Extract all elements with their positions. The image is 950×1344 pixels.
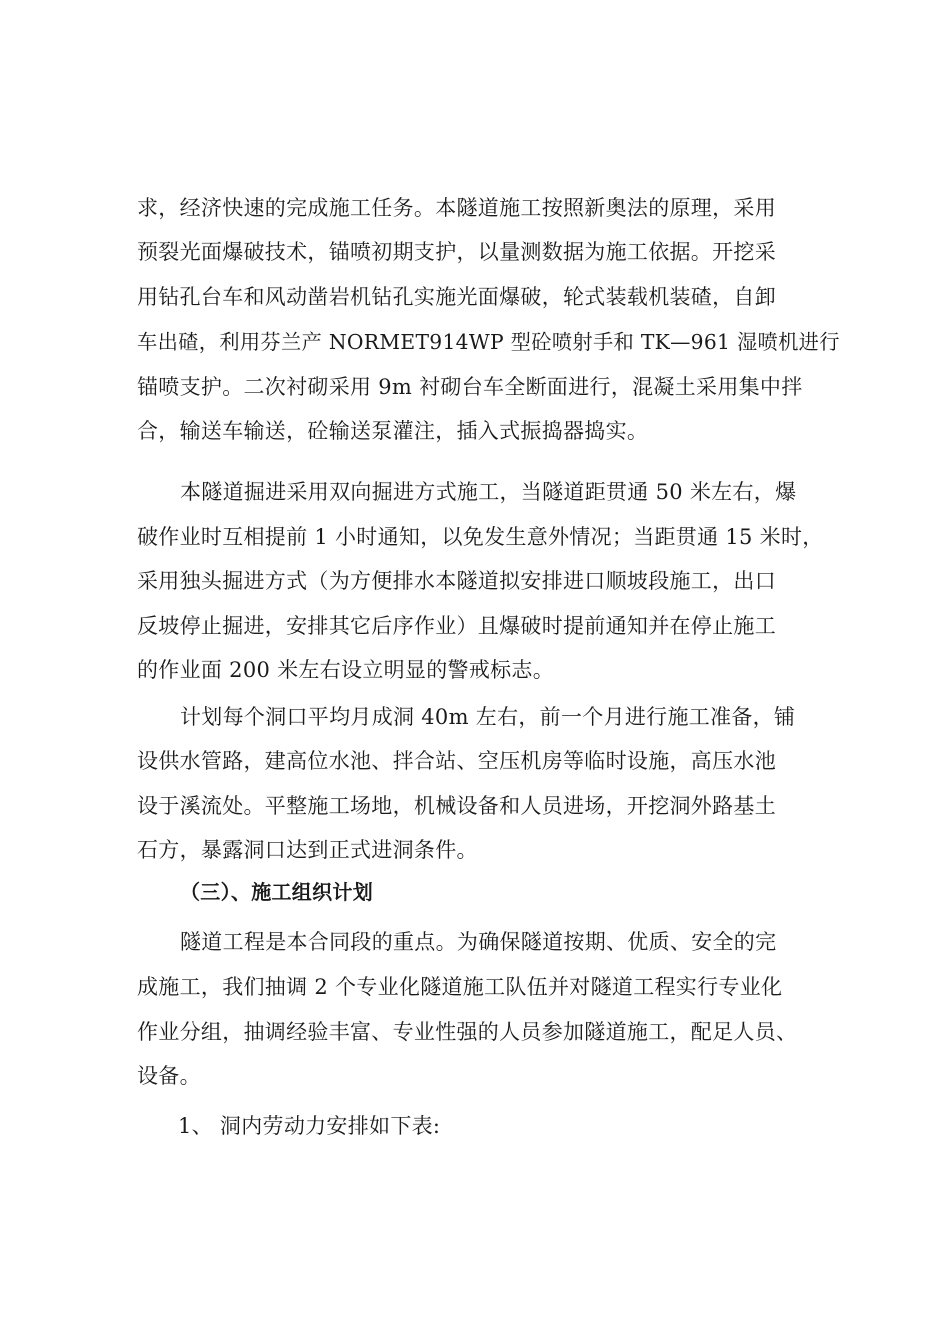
paragraph-3-line-2: 设供水管路，建高位水池、拌合站、空压机房等临时设施，高压水池 (137, 749, 776, 773)
paragraph-1-line-3: 用钻孔台车和风动凿岩机钻孔实施光面爆破，轮式装载机装碴，自卸 (137, 285, 776, 309)
paragraph-2-line-2: 破作业时互相提前 1 小时通知，以免发生意外情况；当距贯通 15 米时， (137, 525, 824, 549)
paragraph-4-line-1: 隧道工程是本合同段的重点。为确保隧道按期、优质、安全的完 (180, 930, 777, 954)
paragraph-1-line-2: 预裂光面爆破技术，锚喷初期支护，以量测数据为施工依据。开挖采 (137, 240, 776, 264)
paragraph-4-line-2: 成施工，我们抽调 2 个专业化隧道施工队伍并对隧道工程实行专业化 (137, 975, 783, 999)
paragraph-3-line-1: 计划每个洞口平均月成洞 40m 左右，前一个月进行施工准备，铺 (180, 705, 796, 729)
paragraph-2-line-4: 反坡停止掘进，安排其它后序作业）且爆破时提前通知并在停止施工 (137, 614, 776, 638)
paragraph-4-line-3: 作业分组，抽调经验丰富、专业性强的人员参加隧道施工，配足人员、 (137, 1020, 798, 1044)
paragraph-1-line-1: 求，经济快速的完成施工任务。本隧道施工按照新奥法的原理，采用 (137, 196, 776, 220)
paragraph-1-line-5: 锚喷支护。二次衬砌采用 9m 衬砌台车全断面进行，混凝土采用集中拌 (137, 375, 803, 399)
paragraph-1-line-4: 车出碴，利用芬兰产 NORMET914WP 型砼喷射手和 TK—961 湿喷机进行 (137, 330, 840, 354)
section-heading: （三）、施工组织计划 (180, 880, 373, 904)
paragraph-2-line-3: 采用独头掘进方式（为方便排水本隧道拟安排进口顺坡段施工，出口 (137, 569, 776, 593)
list-item-1: 1、 洞内劳动力安排如下表: (178, 1114, 441, 1138)
paragraph-1-line-6: 合，输送车输送，砼输送泵灌注，插入式振捣器捣实。 (137, 419, 649, 443)
paragraph-3-line-3: 设于溪流处。平整施工场地，机械设备和人员进场，开挖洞外路基土 (137, 794, 776, 818)
paragraph-4-line-4: 设备。 (137, 1064, 201, 1088)
paragraph-2-line-5: 的作业面 200 米左右设立明显的警戒标志。 (137, 658, 555, 682)
paragraph-3-line-4: 石方，暴露洞口达到正式进洞条件。 (137, 838, 478, 862)
paragraph-2-line-1: 本隧道掘进采用双向掘进方式施工，当隧道距贯通 50 米左右，爆 (180, 480, 797, 504)
